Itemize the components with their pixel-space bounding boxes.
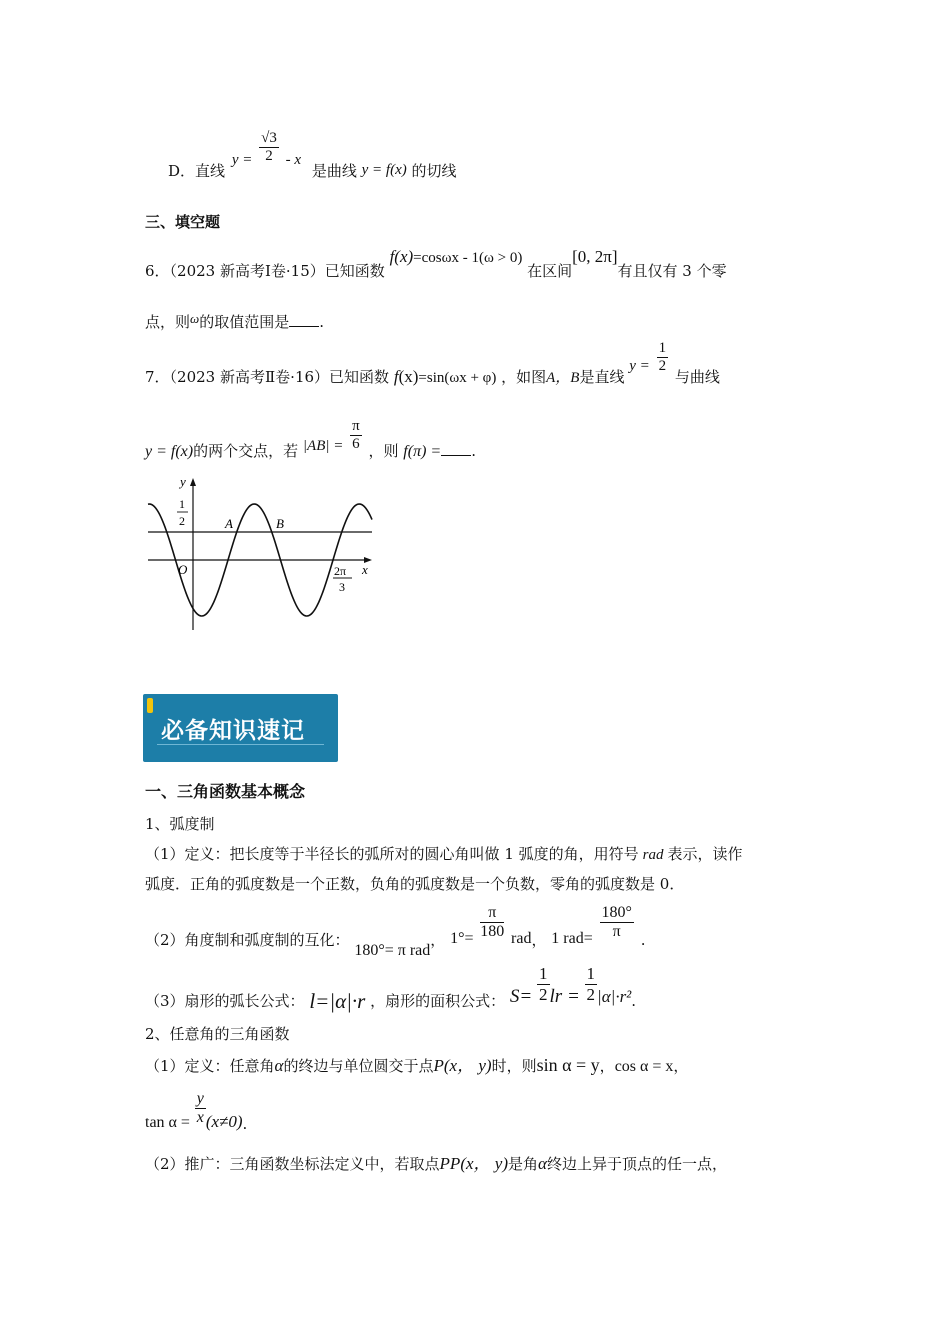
question-6-line2: 点，则ω的取值范围是 . — [145, 311, 324, 331]
trig-generalization: （2）推广：三角函数坐标法定义中，若取点PP(x， y)是角α终边上异于顶点的任一点， — [145, 1154, 727, 1173]
tick-den-label: 3 — [339, 580, 345, 594]
one-half: $\frac{1}{2}$ — [658, 340, 667, 375]
degree-radian-conversion: （2）角度制和弧度制的互化： 180°= π rad， 1°= $\frac{\pi}{180}$ rad， 1 rad= $\frac{180^\circ}{\pi}$ . — [145, 904, 646, 959]
pi-over-180: $\frac{\pi}{180}$ — [480, 904, 505, 941]
sector-half-2: $\frac{1}{2}$ — [586, 964, 596, 1004]
tan-definition: tan α = $\frac{y}{x}$ (x≠0). — [145, 1090, 248, 1133]
answer-blank-6[interactable] — [289, 312, 319, 327]
banner-accent — [147, 698, 153, 713]
x-axis-label: x — [362, 562, 368, 577]
sector-half-1: $\frac{1}{2}$ — [539, 964, 548, 1004]
origin-label: O — [178, 562, 188, 577]
y-axis-label: y — [180, 474, 186, 489]
section-title-fill-blank: 三、填空题 — [145, 213, 221, 231]
half-num-label: 1 — [179, 497, 185, 511]
180-over-pi: $\frac{180^\circ}{\pi}$ — [601, 904, 632, 941]
option-d: D．直线 y = $\frac{√3}{2}$ - x 是曲线 y = f(x) 的切线 — [168, 130, 457, 180]
question-6-line1: 6．（2023 新高考Ⅰ卷·15）已知函数 f(x)=cosωx - 1(ω > 0) 在区间[0, 2π]有且仅有 3 个零 — [145, 247, 727, 280]
subsection-any-angle: 2、任意角的三角函数 — [145, 1025, 290, 1043]
question-7-line2: y = f(x)的两个交点，若 |AB| = $\frac{\pi}{6}$ ，则 f(π) = . — [145, 418, 476, 460]
y-over-x: $\frac{y}{x}$ — [196, 1090, 204, 1127]
y-axis-arrow — [190, 478, 196, 486]
answer-blank-7[interactable] — [441, 441, 471, 456]
pi-over-6: $\frac{\pi}{6}$ — [352, 418, 360, 453]
section-title-trig-basics: 一、三角函数基本概念 — [145, 782, 306, 801]
half-den-label: 2 — [179, 514, 185, 528]
point-b-label: B — [276, 516, 284, 531]
radian-definition-line1: （1）定义：把长度等于半径长的弧所对的圆心角叫做 1 弧度的角，用符号 rad 表示，读作 — [145, 845, 743, 863]
sector-formulas: （3）扇形的弧长公式： l=|α|·r ，扇形的面积公式： S= $\frac{1}{2}$ lr = $\frac{1}{2}$ |α|·r². — [145, 964, 637, 1014]
banner-underline — [157, 744, 324, 745]
trig-definition: （1）定义：任意角α的终边与单位圆交于点P(x， y)时，则sin α = y，cos α = x， — [145, 1055, 689, 1075]
question-7-line1: 7．（2023 新高考Ⅱ卷·16）已知函数 f(x)=sin(ωx + φ) ，如图A，B是直线 y = $\frac{1}{2}$ 与曲线 — [145, 340, 720, 386]
banner-text: 必备知识速记 — [161, 718, 305, 744]
radian-definition-line2: 弧度．正角的弧度数是一个正数，负角的弧度数是一个负数，零角的弧度数是 0． — [145, 875, 685, 893]
sine-graph — [140, 472, 380, 632]
sqrt3-over-2: $\frac{√3}{2}$ — [261, 130, 277, 165]
point-a-label: A — [225, 516, 233, 531]
tick-num-label: 2π — [334, 564, 347, 578]
subsection-radian: 1、弧度制 — [145, 815, 215, 833]
knowledge-banner — [143, 694, 338, 762]
